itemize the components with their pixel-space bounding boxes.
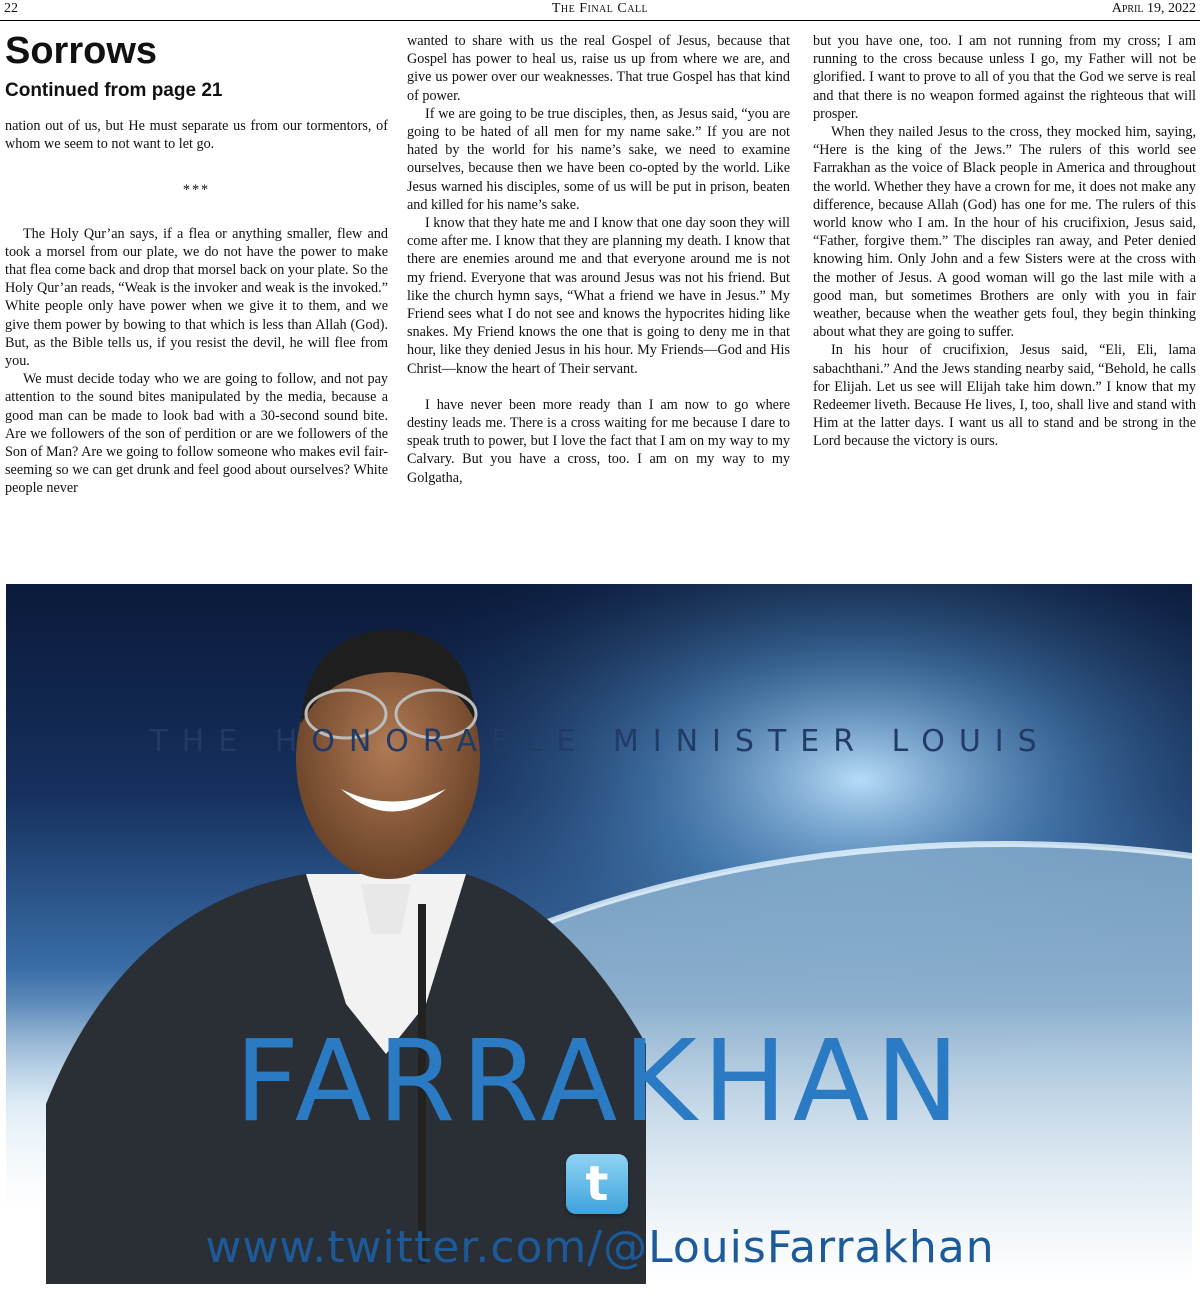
paragraph: If we are going to be true disciples, then, as Jesus said, “you are going to be hated of all men for my name sake.” If you are not hated by the world for his name’s sake, we need to examine ourselves, because then we have been co-opted by the world. Like Jesus warned his disciples, some of us will be put in prison, beaten and killed for his name’s sake. — [407, 105, 790, 213]
page-header — [0, 0, 1200, 21]
paragraph: I have never been more ready than I am now to go where destiny leads me. There is a cross waiting for me because I dare to speak truth to power, but I love the fact that I am on my way to my Calvary. But you have a cross, too. I am on my way to my Golgatha, — [407, 396, 790, 486]
paragraph: The Holy Qur’an says, if a flea or anything smaller, flew and took a morsel from our plate, we do not have the power to make that flea come back and drop that morsel back on your plate. So the Holy Qur’an reads, “Weak is the invoker and weak is the invoked.” White people only have power when we give it to them, and we give them power by bowing to that which is less than Allah (God). But, as the Bible tells us, if you resist the devil, he will flee from you. — [5, 225, 388, 370]
page-number: 22 — [4, 1, 18, 16]
continued-from-label: Continued from page 21 — [5, 80, 223, 101]
paragraph: nation out of us, but He must separate us from our tormentors, of whom we seem to not want to let go. — [5, 118, 388, 153]
article-title: Sorrows — [5, 30, 158, 72]
paragraph: but you have one, too. I am not running from my cross; I am running to the cross because unless I go, my Father will not be glorified. I want to prove to all of you that the God we serve is real and that there is no weapon formed against the righteous that will prosper. — [813, 33, 1196, 122]
paragraph: I know that they hate me and I know that one day soon they will come after me. I know that they are planning my death. I know that there are enemies around me and that everyone around me is not my friend. Everyone that was around Jesus was not his friend. But like the church hymn says, “What a friend we have in Jesus.” My Friend sees what I do not see and knows the hypocrites hiding like snakes. My Friend knows the one that is going to deny me in that hour, like they denied Jesus in his hour. My Friends—God and His Christ—know the heart of Their servant. — [407, 215, 790, 377]
paragraph: wanted to share with us the real Gospel of Jesus, because that Gospel has power to heal us, raise us up from where we are, and give us power over our weaknesses. That true Gospel has that kind of power. — [407, 33, 790, 104]
twitter-url: www.twitter.com/@LouisFarrakhan — [205, 1222, 995, 1273]
banner-name: FARRAKHAN — [234, 1017, 966, 1147]
article-column-1 — [5, 29, 388, 498]
paragraph: In his hour of crucifixion, Jesus said, “Eli, Eli, lama sabachthani.” And the Jews standing nearby said, “Behold, he calls for Elijah. Let us see will Elijah take him down.” I know that my Redeemer liveth. Because He lives, I, too, shall live and stand with Him at the latter days. I want us all to stand and be strong in the Lord because the victory is ours. — [813, 342, 1196, 450]
section-separator: *** — [182, 182, 211, 199]
paragraph: When they nailed Jesus to the cross, they mocked him, saying, “Here is the king of the Jews.” The rulers of this world see Farrakhan as the voice of Black people in America and throughout the world. Whether they have a crown for me, it does not make any difference, because Allah (God) has one for me. The rulers of this world know who I am. In the hour of his crucifixion, Jesus said, “Father, forgive them.” The disciples ran away, and Peter denied knowing him. Only John and a few Sisters were at the cross with the mother of Jesus. A good woman will go the last mile with a good man, but sometimes Brothers are only with you in fair weather, because when the weather gets foul, they begin thinking about what they are going to suffer. — [813, 124, 1196, 341]
publication-name: The Final Call — [551, 1, 649, 16]
banner-heading: THE HONORABLE MINISTER LOUIS — [149, 724, 1051, 759]
twitter-icon: t — [566, 1154, 628, 1214]
paragraph: We must decide today who we are going to follow, and not pay attention to the sound bites manipulated by the media, because a good man can be made to look bad with a 30-second sound bite. Are we followers of the son of perdition or are we followers of the Son of Man? Are we going to follow someone who makes evil fair-seeming so we can get drunk and feel good about ourselves? White people never — [5, 371, 388, 497]
article-column-3 — [813, 32, 1196, 451]
article-column-2 — [407, 32, 790, 487]
issue-date: April 19, 2022 — [1111, 1, 1196, 16]
